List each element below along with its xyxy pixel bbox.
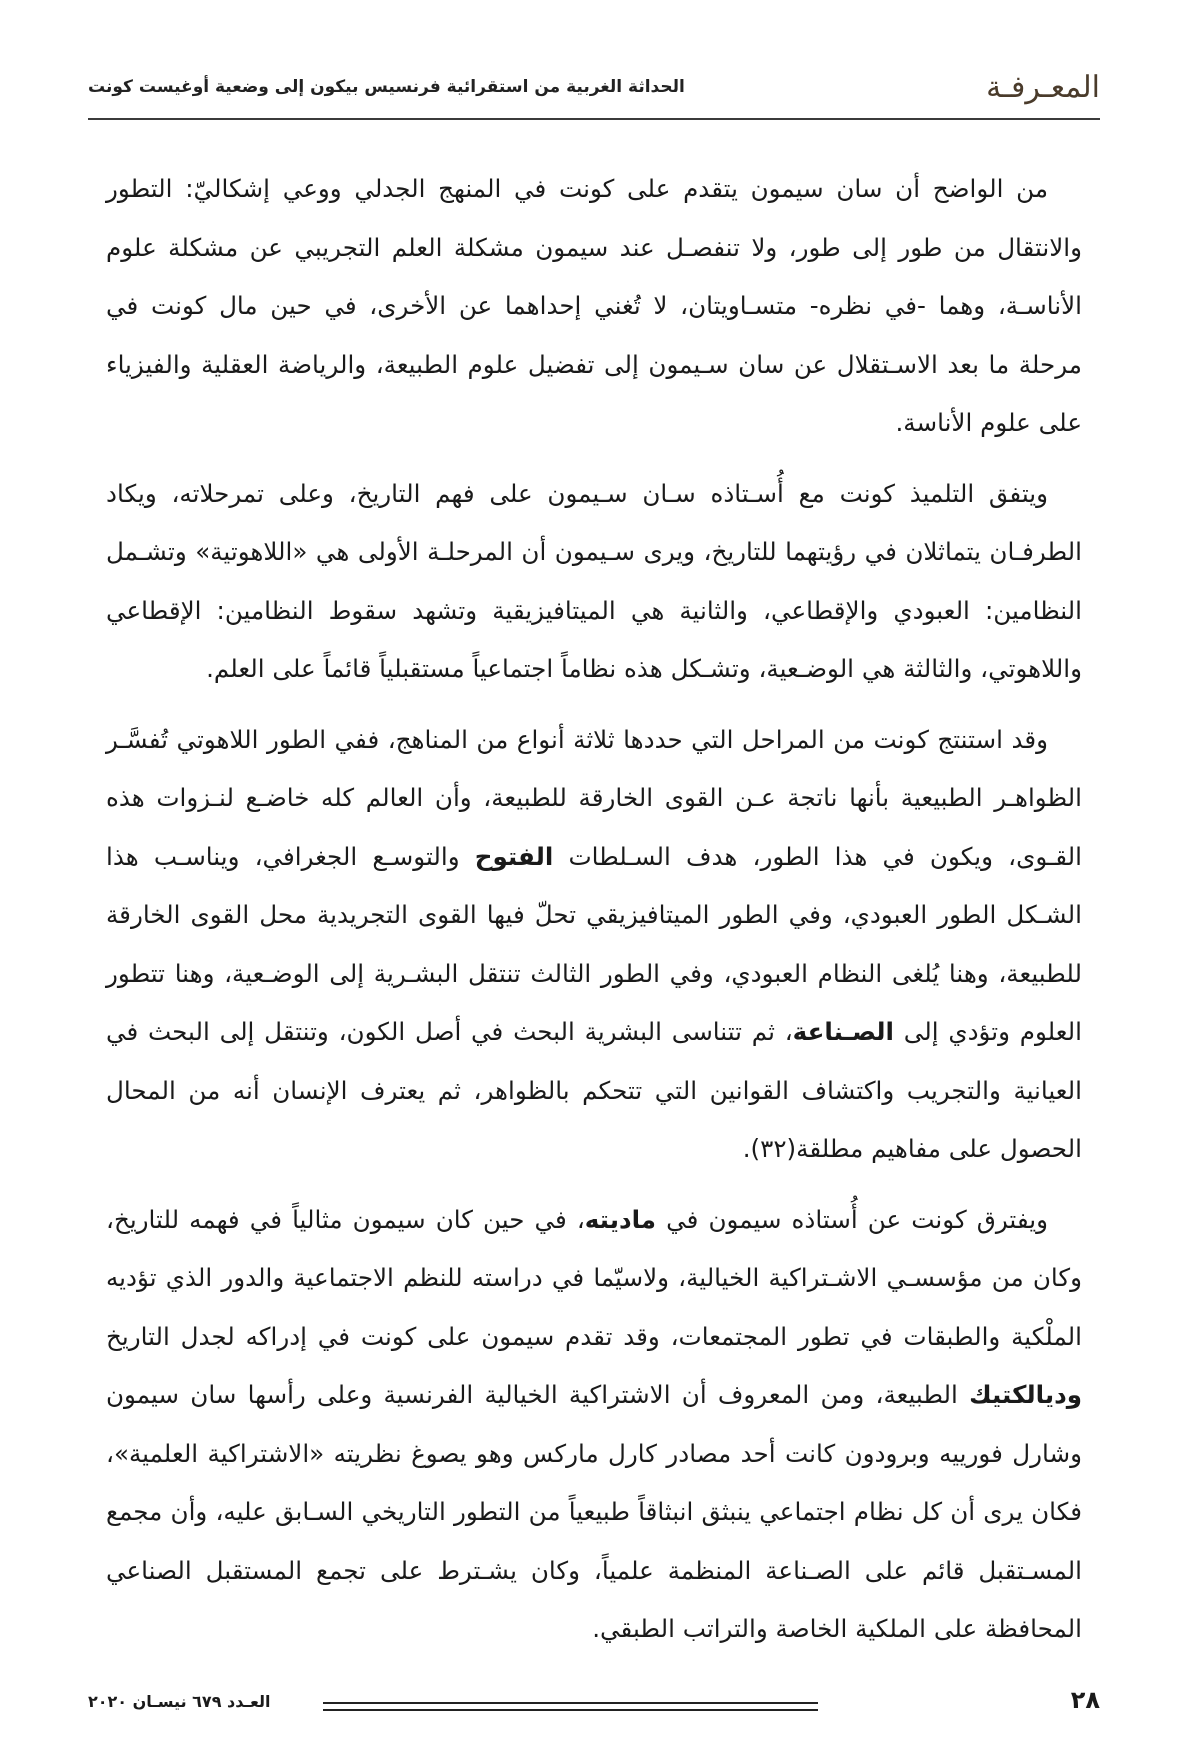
paragraph-4-text-c: الطبيعة، ومن المعروف أن الاشتراكية الخيالية الفرنسية وعلى رأسها سان سيمون وشارل فورييه وبرودون كانت أحد مصادر كارل ماركس وهو يصوغ نظريته «الاشتراكية العلمية»، فكان يرى أن كل نظام اجتماعي ينبثق انبثاقاً طبيعياً من التطور التاريخي السـابق عليه، وأن مجمع المسـتقبل قائم على الصـناعة المنظمة علمياً، وكان يشـترط على تجمع المستقبل الصناعي المحافظة على الملكية الخاصة والتراتب الطبقي. [106, 1380, 1082, 1643]
bold-term-industry: الصـناعة [792, 1017, 894, 1046]
page-header [88, 58, 1100, 116]
footer-divider [323, 1702, 818, 1711]
paragraph-3-text-a: وقد استنتج كونت من المراحل التي حددها ثلاثة أنواع من المناهج، ففي الطور اللاهوتي تُفسَّـر الظواهـر الطبيعية بأنها ناتجة عـن القوى الخارقة للطبيعة، وأن العالم كله خاضـع لنـزوات هذه القـوى، ويكون في هذا الطور، هدف السـلطات [106, 724, 1082, 871]
paragraph-3 [106, 711, 1082, 1179]
paragraph-4 [106, 1191, 1082, 1659]
paragraph-3-text-b: والتوسـع الجغرافي، ويناسـب هذا الشـكل الطور العبودي، وفي الطور الميتافيزيقي تحلّ فيها القوى التجريدية محل القوى الخارقة للطبيعة، وهنا يُلغى النظام العبودي، وفي الطور الثالث تنتقل البشـرية إلى الوضـعية، وهنا تتطور العلوم وتؤدي إلى [106, 841, 1082, 1046]
magazine-logo: المعـرفـة [986, 69, 1100, 105]
page-footer [88, 1684, 1100, 1724]
page-number: ٢٨ [1070, 1686, 1100, 1714]
bold-term-dialectic: وديالكتيك [969, 1380, 1082, 1409]
article-body [106, 160, 1082, 1671]
paragraph-1: من الواضح أن سان سيمون يتقدم على كونت في المنهج الجدلي ووعي إشكاليّ: التطور والانتقال من طور إلى طور، ولا تنفصـل عند سيمون مشكلة العلم التجريبي عن مشكلة علوم الأناسـة، وهما -في نظره- متسـاويتان، لا تُغني إحداهما عن الأخرى، في حين مال كونت في مرحلة ما بعد الاسـتقلال عن سان سـيمون إلى تفضيل علوم الطبيعة، والرياضة العقلية والفيزياء على علوم الأناسة. [106, 174, 1082, 437]
issue-label: العـدد ٦٧٩ نيسـان ٢٠٢٠ [88, 1692, 271, 1711]
paragraph-2: ويتفق التلميذ كونت مع أُسـتاذه سـان سـيمون على فهم التاريخ، وعلى تمرحلاته، ويكاد الطرفـان يتماثلان في رؤيتهما للتاريخ، ويرى سـيمون أن المرحلـة الأولى هي «اللاهوتية» وتشـمل النظامين: العبودي والإقطاعي، والثانية هي الميتافيزيقية وتشهد سقوط النظامين: الإقطاعي واللاهوتي، والثالثة هي الوضـعية، وتشـكل هذه نظاماً اجتماعياً مستقبلياً قائماً على العلم. [106, 478, 1082, 683]
running-title: الحداثة الغربية من استقرائية فرنسيس بيكون إلى وضعية أوغيست كونت [88, 77, 685, 97]
bold-term-conquests: الفتوح [474, 841, 554, 871]
bold-term-materialism: ماديته [584, 1204, 657, 1234]
header-divider [88, 118, 1100, 120]
paragraph-3-text-c: ، ثم تتناسى البشرية البحث في أصل الكون، وتنتقل إلى البحث في العيانية والتجريب واكتشاف القوانين التي تتحكم بالظواهر، ثم يعترف الإنسان أنه من المحال الحصول على مفاهيم مطلقة(٣٢). [106, 1017, 1082, 1163]
paragraph-4-text-a: ويفترق كونت عن أُستاذه سيمون في [656, 1204, 1048, 1234]
paragraph-4-text-b: ، في حين كان سيمون مثالياً في فهمه للتاريخ، وكان من مؤسسـي الاشـتراكية الخيالية، ولاسيّما في دراسته للنظم الاجتماعية والدور الذي تؤديه الملْكية والطبقات في تطور المجتمعات، وقد تقدم سيمون على كونت في إدراكه لجدل التاريخ [106, 1204, 1082, 1351]
